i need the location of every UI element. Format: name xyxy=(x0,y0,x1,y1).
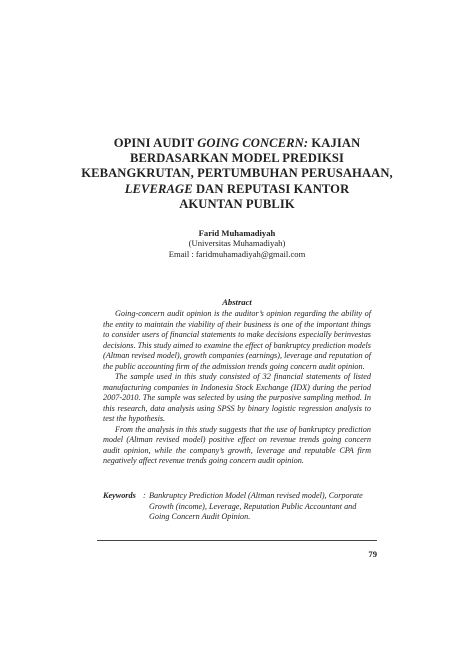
title-line-1-rest: KAJIAN xyxy=(308,136,361,150)
keywords xyxy=(103,491,371,523)
title-line-4-rest: DAN REPUTASI KANTOR xyxy=(192,181,350,196)
author-block xyxy=(0,228,474,259)
footer-rule xyxy=(97,540,377,541)
title-line-1 xyxy=(0,136,474,151)
title-line-1-text: OPINI AUDIT xyxy=(113,136,198,150)
title-line-1-italic: GOING CONCERN: xyxy=(197,136,309,150)
author-affiliation: (Universitas Muhamadiyah) xyxy=(188,238,286,249)
abstract-paragraph-2: The sample used in this study consisted of 32 financial statements of listed manufacturing companies in Indonesia Stock Exchange (IDX) during the period 2007-2010. The sample was selected by using the purposive sampling method. In this research, data analysis using SPSS by binary logistic regression analysis to test the hypothesis. xyxy=(103,372,371,423)
title-line-4 xyxy=(0,182,474,197)
abstract-body xyxy=(103,309,371,467)
paper-title xyxy=(0,136,474,212)
title-line-4-italic: LEVERAGE xyxy=(124,181,193,196)
author-email: Email : faridmuhamadiyah@gmail.com xyxy=(168,248,306,259)
keywords-label: Keywords xyxy=(103,491,136,500)
page-number: 79 xyxy=(368,549,377,559)
abstract-paragraph-3: From the analysis in this study suggests that the use of bankruptcy prediction model (Altman revised model) positive effect on revenue trends going concern audit opinion, while the company’s growth, leverage and reputable CPA firm negatively affect revenue trends going concern audit opinion. xyxy=(103,424,371,465)
title-line-5: AKUNTAN PUBLIK xyxy=(179,196,295,211)
title-line-2: BERDASARKAN MODEL PREDIKSI xyxy=(130,151,344,166)
keywords-text: Bankruptcy Prediction Model (Altman revised model), Corporate Growth (income), Leverage, Reputation Public Accountant and Going Concern Audit Opinion. xyxy=(149,491,363,521)
keywords-colon: : xyxy=(143,491,146,500)
author-name: Farid Muhamadiyah xyxy=(198,228,276,238)
abstract-heading: Abstract xyxy=(222,297,252,307)
title-line-3: KEBANGKRUTAN, PERTUMBUHAN PERUSAHAAN, xyxy=(81,166,393,181)
abstract-paragraph-1: Going-concern audit opinion is the auditor’s opinion regarding the ability of the entity to maintain the viability of their business is one of the important things to consider users of financial statements to make decisions especially berinvestas decisions. This study aimed to examine the effect of bankruptcy prediction models (Altman revised model), growth companies (earnings), leverage and reputation of the public accounting firm of the admission trends going concern audit opinion. xyxy=(103,309,371,371)
